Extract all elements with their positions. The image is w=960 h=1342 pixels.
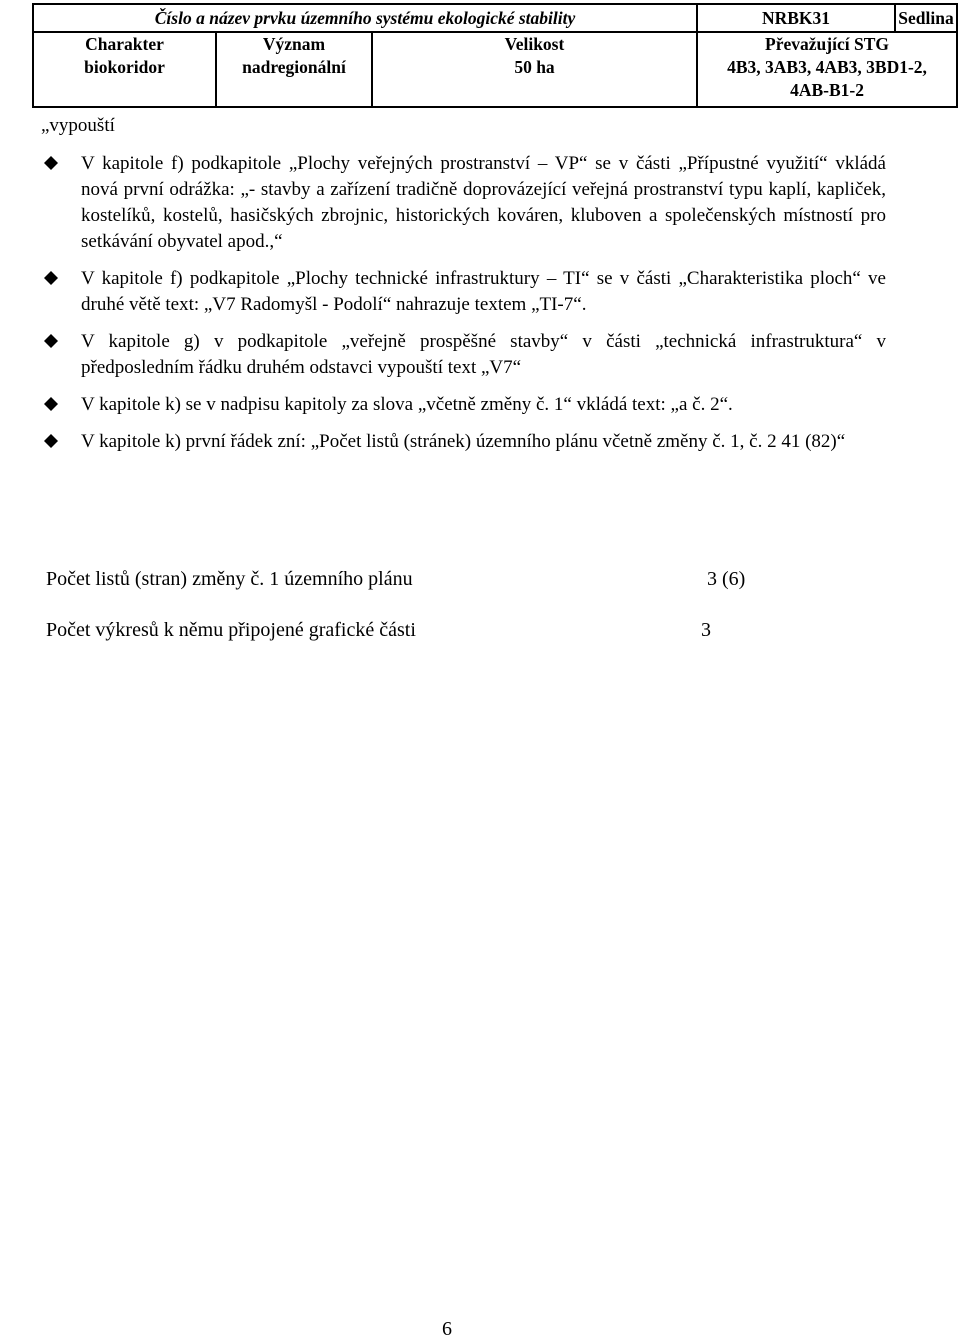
element-name-cell: Sedlina: [898, 8, 954, 28]
bullet-text: V kapitole g) v podkapitole „veřejně prospěšné stavby“ v části „technická infrastruktura“ v předposledním řádku druhém odstavci vypouští text „V7“: [81, 331, 886, 378]
header-size: Velikost: [372, 32, 697, 56]
diamond-bullet-icon: [44, 397, 58, 411]
stat-row-drawings: [46, 619, 711, 642]
bullet-text: V kapitole f) podkapitole „Plochy technické infrastruktury – TI“ se v části „Charakteristika ploch“ ve druhé větě text: „V7 Radomyšl - Podolí“ nahrazuje textem „TI-7“.: [81, 268, 886, 315]
diamond-bullet-icon: [44, 434, 58, 448]
bullet-text: V kapitole k) se v nadpisu kapitoly za slova „včetně změny č. 1“ vkládá text: „a č. 2“.: [81, 394, 733, 415]
element-code-cell: NRBK31: [698, 5, 896, 31]
bullet-list: [44, 151, 886, 466]
stat-row-sheets: [46, 568, 746, 591]
stat-value: 3: [701, 619, 711, 641]
diamond-bullet-icon: [44, 334, 58, 348]
uses-table: [32, 3, 958, 108]
stat-value: 3 (6): [707, 568, 746, 590]
bullet-item: [44, 392, 886, 418]
bullet-text: V kapitole f) podkapitole „Plochy veřejných prostranství – VP“ se v části „Přípustné využití“ vkládá nová první odrážka: „- stavby a zařízení tradičně doprovázející veřejná prostranství typu kaplí, kapliček, kostelíků, kostelů, hasičských zbrojnic, historických kováren, kluboven a společenských místností pro setkávání obyvatel apod.,“: [81, 153, 886, 252]
stat-label: Počet listů (stran) změny č. 1 územního plánu: [46, 568, 413, 590]
header-significance: Význam: [216, 32, 372, 56]
uses-label-cell: Číslo a název prvku územního systému ekologické stability: [33, 4, 697, 32]
bullet-item: [44, 266, 886, 318]
quote-label: „vypouští: [41, 115, 115, 136]
header-character: Charakter: [33, 32, 216, 56]
cell-character: biokoridor: [33, 56, 216, 107]
header-stg: Převažující STG: [697, 32, 957, 56]
stat-label: Počet výkresů k němu připojené grafické části: [46, 619, 416, 641]
cell-size: 50 ha: [372, 56, 697, 107]
page-number: 6: [442, 1318, 452, 1340]
cell-stg: 4B3, 3AB3, 4AB3, 3BD1-2, 4AB-B1-2: [697, 56, 957, 107]
bullet-text: V kapitole k) první řádek zní: „Počet listů (stránek) územního plánu včetně změny č. 1, č. 2 41 (82)“: [81, 431, 846, 452]
bullet-item: [44, 429, 886, 455]
diamond-bullet-icon: [44, 156, 58, 170]
cell-significance: nadregionální: [216, 56, 372, 107]
diamond-bullet-icon: [44, 271, 58, 285]
bullet-item: [44, 151, 886, 255]
bullet-item: [44, 329, 886, 381]
